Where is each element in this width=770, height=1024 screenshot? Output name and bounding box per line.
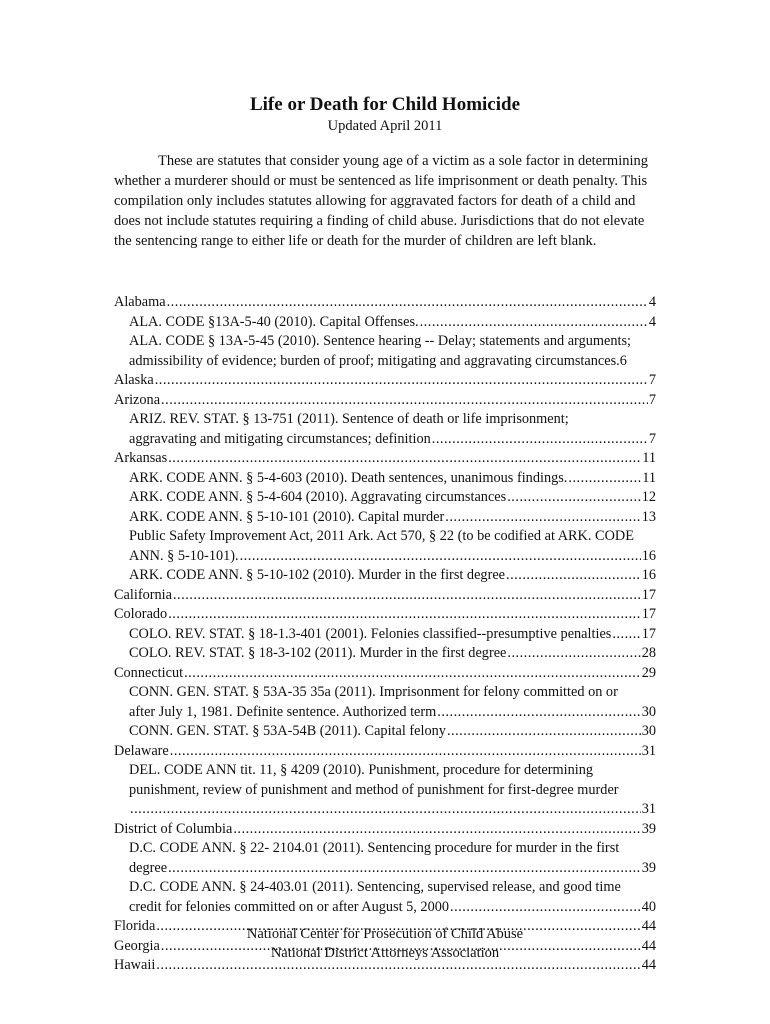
footer-organization-line-2: National District Attorneys Association xyxy=(270,945,500,961)
toc-entry[interactable] xyxy=(114,840,656,860)
toc-entry[interactable] xyxy=(114,294,656,314)
toc-entry[interactable] xyxy=(114,470,656,490)
toc-entry[interactable] xyxy=(114,489,656,509)
toc-entry[interactable] xyxy=(114,333,656,353)
toc-entry-text: Hawaii xyxy=(114,957,156,973)
toc-entry[interactable] xyxy=(114,411,656,431)
toc-page-number: 11 xyxy=(642,450,656,466)
toc-entry-text: admissibility of evidence; burden of proof; mitigating and aggravating circumstances. xyxy=(129,352,620,369)
toc-page-number: 40 xyxy=(641,898,656,915)
footer-organization-line-1: National Center for Prosecution of Child Abuse xyxy=(246,926,524,942)
toc-page-number: 28 xyxy=(641,645,656,661)
toc-entry-text: CONN. GEN. STAT. § 53A-35 35a (2011). Imprisonment for felony committed on or xyxy=(129,684,618,700)
toc-entry[interactable] xyxy=(114,509,656,529)
table-of-contents xyxy=(114,294,656,977)
toc-entry-text: Alabama xyxy=(114,294,166,310)
toc-page-number: 12 xyxy=(641,489,656,505)
toc-page-number: 30 xyxy=(641,703,656,720)
toc-page-number: 39 xyxy=(641,820,656,837)
document-footer xyxy=(0,925,770,963)
toc-entry[interactable] xyxy=(114,782,656,802)
toc-entry[interactable] xyxy=(114,684,656,704)
toc-entry[interactable] xyxy=(114,879,656,899)
toc-entry-text: Florida xyxy=(114,918,156,934)
toc-entry-text: Connecticut xyxy=(114,664,184,681)
toc-page-number: 4 xyxy=(648,313,656,330)
toc-entry-text: ALA. CODE § 13A-5-45 (2010). Sentence hearing -- Delay; statements and arguments; xyxy=(129,333,631,349)
toc-entry-text: ARK. CODE ANN. § 5-4-603 (2010). Death sentences, unanimous findings. xyxy=(129,469,568,486)
toc-page-number: 44 xyxy=(641,957,656,973)
toc-entry-text: Georgia xyxy=(114,937,160,954)
toc-entry[interactable] xyxy=(114,353,656,373)
toc-entry[interactable] xyxy=(114,704,656,724)
toc-entry[interactable] xyxy=(114,762,656,782)
toc-entry[interactable] xyxy=(114,645,656,665)
toc-page-number: 16 xyxy=(641,547,656,564)
toc-entry-text: Arizona xyxy=(114,391,161,408)
toc-entry-text: COLO. REV. STAT. § 18-3-102 (2011). Murder in the first degree xyxy=(129,645,507,661)
toc-page-number: 4 xyxy=(648,294,656,310)
toc-page-number: 7 xyxy=(648,372,656,388)
toc-entry[interactable] xyxy=(114,548,656,568)
toc-page-number: 7 xyxy=(648,391,656,408)
toc-entry-text: Arkansas xyxy=(114,450,168,466)
toc-page-number: 44 xyxy=(641,918,656,934)
toc-page-number: 44 xyxy=(641,937,656,954)
toc-entry[interactable] xyxy=(114,314,656,334)
toc-entry[interactable] xyxy=(114,801,656,821)
toc-entry[interactable] xyxy=(114,899,656,919)
toc-entry[interactable] xyxy=(114,860,656,880)
toc-entry-text: ARK. CODE ANN. § 5-4-604 (2010). Aggravating circumstances xyxy=(129,489,507,505)
toc-page-number: 29 xyxy=(641,664,656,681)
toc-page-number: 30 xyxy=(641,723,656,739)
toc-page-number: 13 xyxy=(641,508,656,525)
toc-entry-text: COLO. REV. STAT. § 18-1.3-401 (2001). Felonies classified--presumptive penalties xyxy=(129,625,612,642)
toc-entry-text: Public Safety Improvement Act, 2011 Ark. Act 570, § 22 (to be codified at ARK. CODE xyxy=(129,528,634,544)
toc-entry-text: degree xyxy=(129,859,168,876)
toc-page-number: 17 xyxy=(641,625,656,642)
toc-entry-text: DEL. CODE ANN tit. 11, § 4209 (2010). Punishment, procedure for determining xyxy=(129,762,594,778)
toc-entry[interactable] xyxy=(114,431,656,451)
toc-entry-text: District of Columbia xyxy=(114,820,233,837)
intro-paragraph: These are statutes that consider young age of a victim as a sole factor in determining whether a murderer should or must be sentenced as life imprisonment or death penalty. This compilation only includes statutes allowing for aggravated factors for death of a child and does not include statutes requiring a finding of child abuse. Jurisdictions that do not elevate the sentencing range to either life or death for the murder of children are left blank. xyxy=(114,153,649,249)
toc-entry[interactable] xyxy=(114,528,656,548)
toc-page-number: 31 xyxy=(641,801,656,817)
toc-page-number: 31 xyxy=(641,742,656,759)
toc-entry[interactable] xyxy=(114,587,656,607)
toc-entry[interactable] xyxy=(114,743,656,763)
toc-entry-text: Alaska xyxy=(114,372,154,388)
toc-entry-text: punishment, review of punishment and method of punishment for first-degree murder xyxy=(129,781,619,798)
toc-entry[interactable] xyxy=(114,567,656,587)
toc-entry-text: aggravating and mitigating circumstances; definition xyxy=(129,430,431,447)
toc-entry-text: ALA. CODE §13A-5-40 (2010). Capital Offenses. xyxy=(129,313,419,330)
toc-page-number: 6 xyxy=(619,352,627,369)
toc-entry[interactable] xyxy=(114,392,656,412)
toc-entry[interactable] xyxy=(114,821,656,841)
toc-entry[interactable] xyxy=(114,450,656,470)
toc-entry[interactable] xyxy=(114,665,656,685)
toc-entry[interactable] xyxy=(114,723,656,743)
toc-page-number: 16 xyxy=(641,567,656,583)
toc-entry-text: Delaware xyxy=(114,742,169,759)
toc-entry-text: ARIZ. REV. STAT. § 13-751 (2011). Sentence of death or life imprisonment; xyxy=(129,411,569,427)
toc-entry[interactable] xyxy=(114,606,656,626)
toc-entry-text: after July 1, 1981. Definite sentence. Authorized term xyxy=(129,703,437,720)
toc-entry-text: ARK. CODE ANN. § 5-10-102 (2010). Murder in the first degree xyxy=(129,567,506,583)
toc-page-number: 39 xyxy=(641,859,656,876)
toc-entry-text: California xyxy=(114,586,172,603)
toc-page-number: 17 xyxy=(641,606,656,622)
toc-entry-text: Colorado xyxy=(114,606,168,622)
toc-entry-text: D.C. CODE ANN. § 24-403.01 (2011). Sentencing, supervised release, and good time xyxy=(129,879,621,895)
toc-page-number: 7 xyxy=(648,430,656,447)
document-subtitle: Updated April 2011 xyxy=(327,118,443,134)
toc-page-number: 11 xyxy=(642,469,656,486)
toc-entry[interactable] xyxy=(114,372,656,392)
toc-entry[interactable] xyxy=(114,626,656,646)
toc-entry-text: D.C. CODE ANN. § 22- 2104.01 (2011). Sentencing procedure for murder in the first xyxy=(129,840,620,856)
document-title: Life or Death for Child Homicide xyxy=(249,94,521,115)
toc-entry-text: credit for felonies committed on or after August 5, 2000 xyxy=(129,898,450,915)
toc-entry-text: CONN. GEN. STAT. § 53A-54B (2011). Capital felony xyxy=(129,723,446,739)
toc-entry-text: ARK. CODE ANN. § 5-10-101 (2010). Capital murder xyxy=(129,508,445,525)
toc-entry-text: ANN. § 5-10-101). xyxy=(129,547,239,564)
toc-page-number: 17 xyxy=(641,586,656,603)
